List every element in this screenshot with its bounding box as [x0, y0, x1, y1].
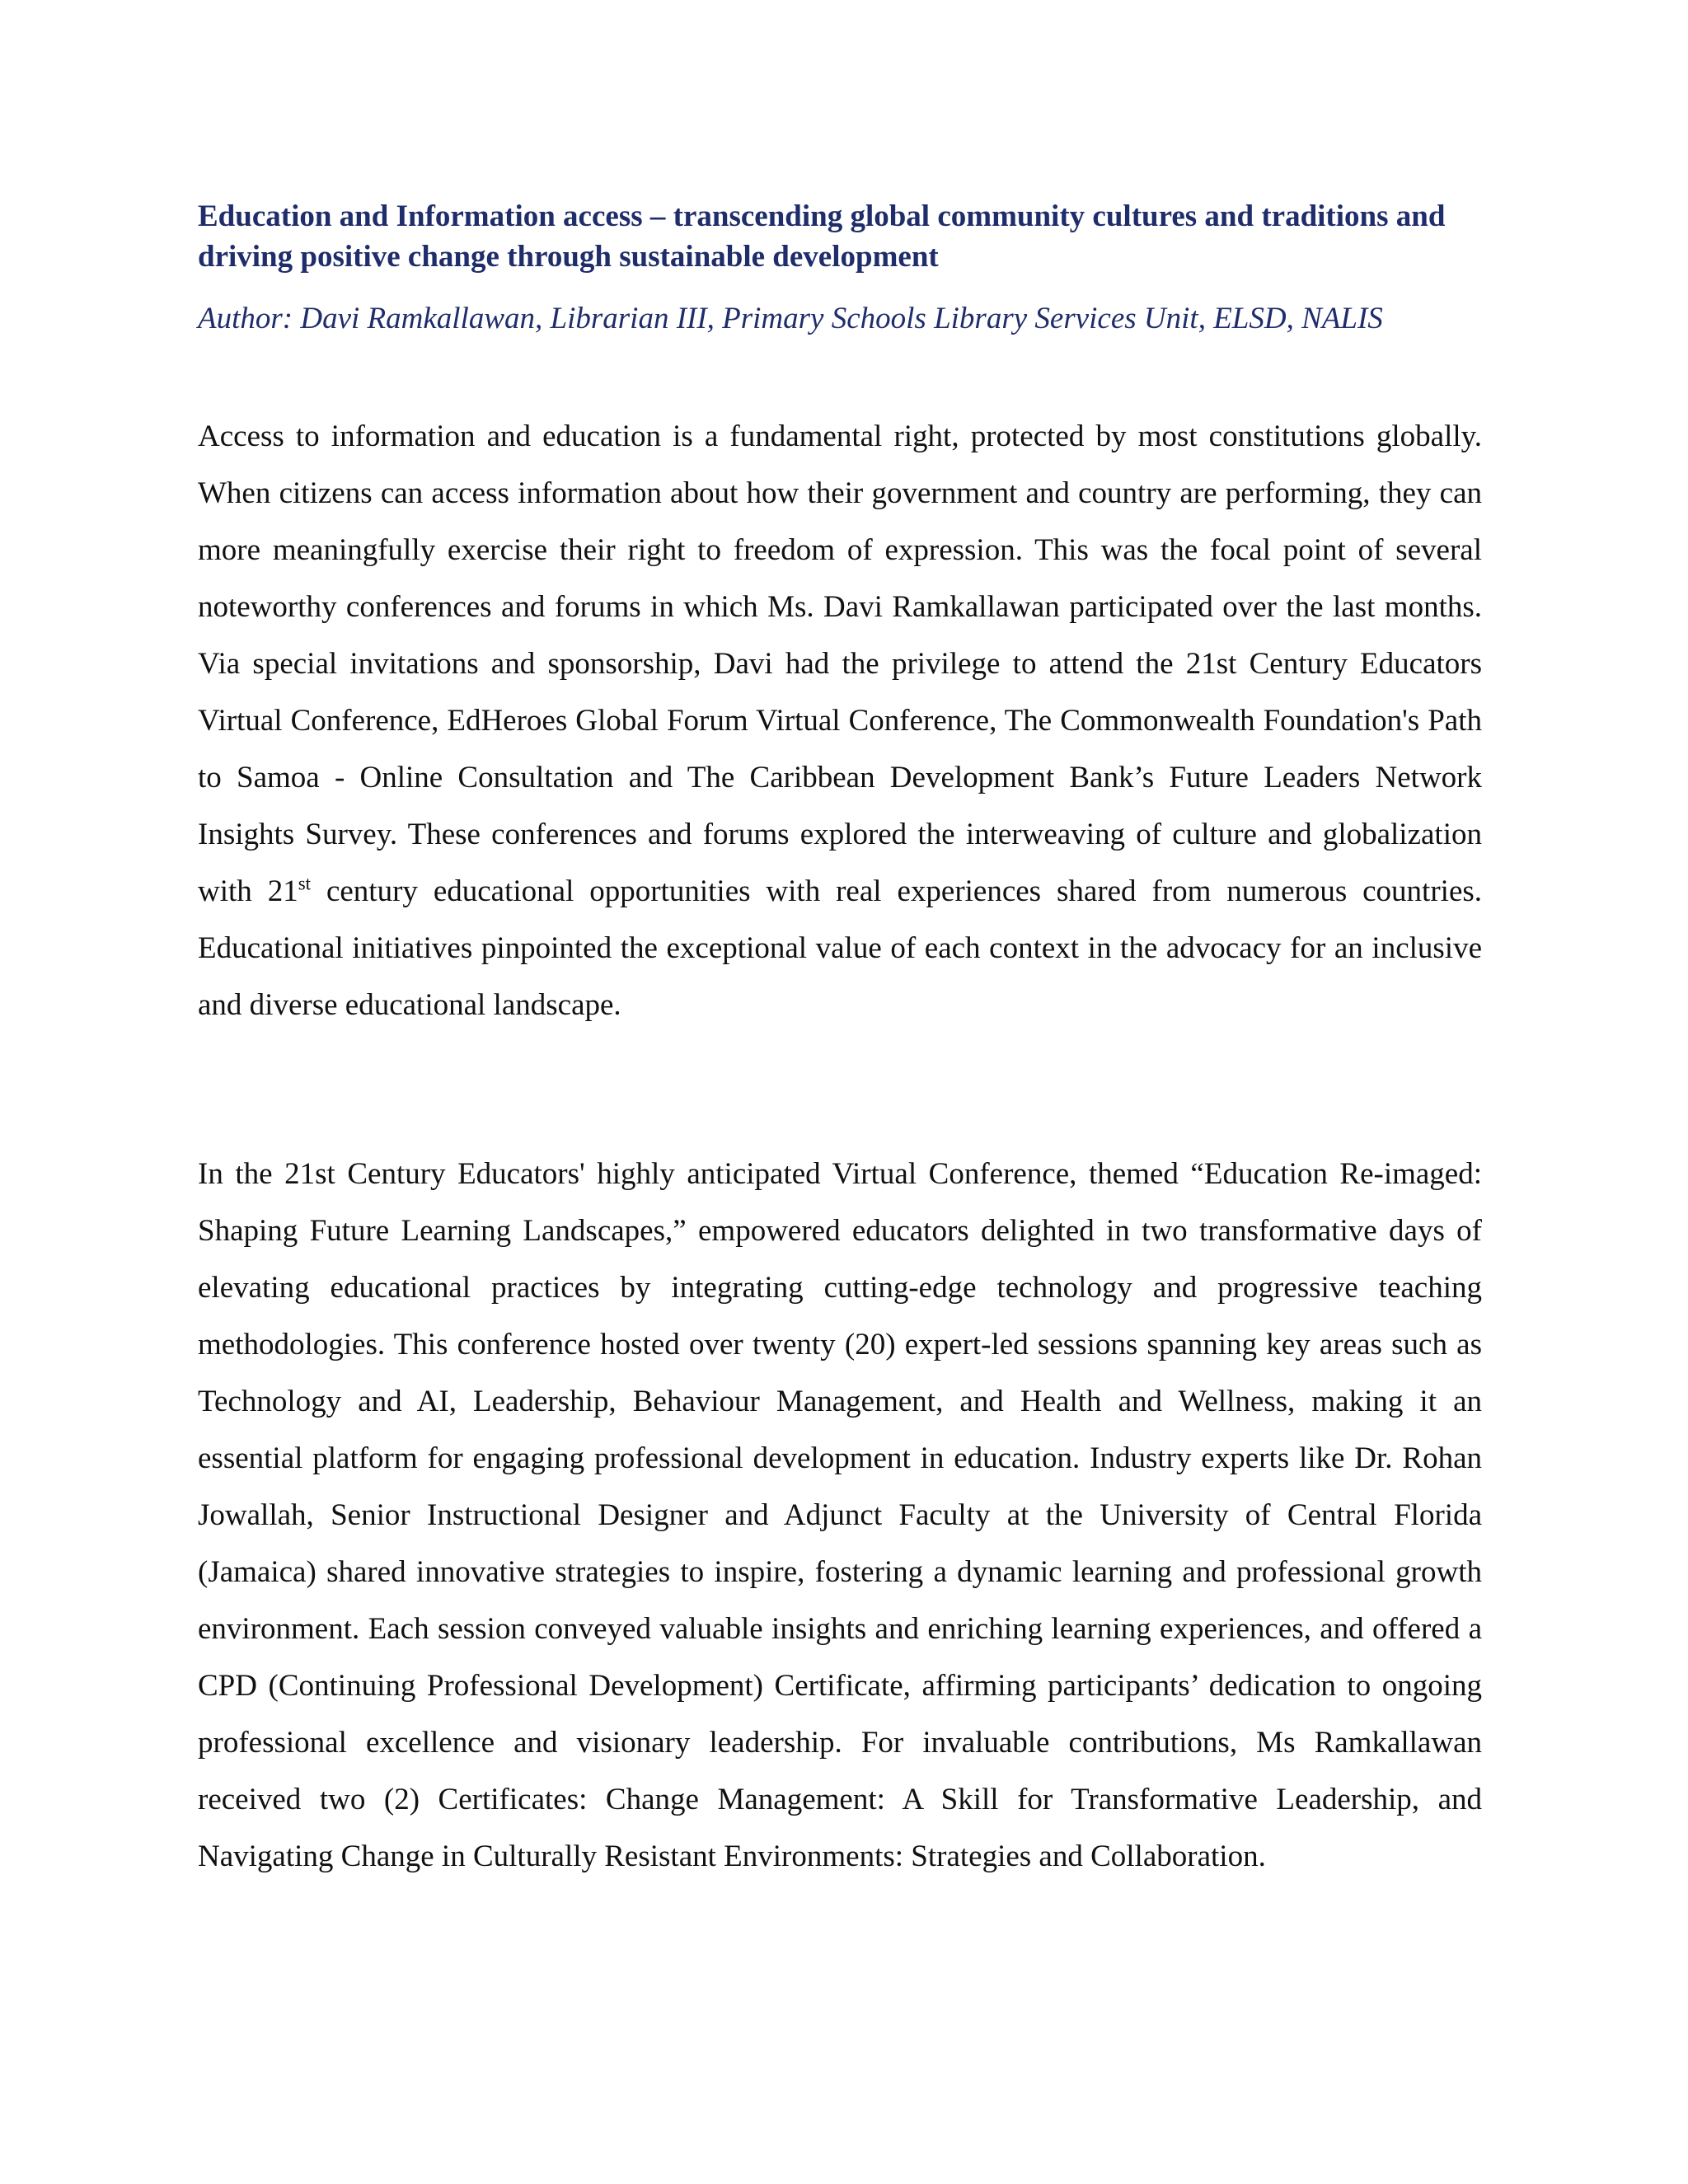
paragraph-1-text-end: century educational opportunities with real experiences shared from numerous countries. Educational initiatives pinpointed the exceptional value of each context in the advocacy for an inclusive and diverse educational landscape.	[198, 874, 1483, 1022]
article-title: Education and Information access – transcending global community cultures and traditions and driving positive change through sustainable development	[198, 199, 1446, 274]
body-paragraph-2: In the 21st Century Educators' highly anticipated Virtual Conference, themed “Education Re-imaged: Shaping Future Learning Landscapes,” empowered educators delighted in two transformative days of elevating educational practices by integrating cutting-edge technology and progressive teaching methodologies. This conference hosted over twenty (20) expert-led sessions spanning key areas such as Technology and AI, Leadership, Behaviour Management, and Health and Wellness, making it an essential platform for engaging professional development in education. Industry experts like Dr. Rohan Jowallah, Senior Instructional Designer and Adjunct Faculty at the University of Central Florida (Jamaica) shared innovative strategies to inspire, fostering a dynamic learning and professional growth environment. Each session conveyed valuable insights and enriching learning experiences, and offered a CPD (Continuing Professional Development) Certificate, affirming participants’ dedication to ongoing professional excellence and visionary leadership. For invaluable contributions, Ms Ramkallawan received two (2) Certificates: Change Management: A Skill for Transformative Leadership, and Navigating Change in Culturally Resistant Environments: Strategies and Collaboration.	[198, 1157, 1482, 1873]
body-paragraph-1	[198, 408, 1482, 1033]
author-line: Author: Davi Ramkallawan, Librarian III, Primary Schools Library Services Unit, ELSD, NALIS	[198, 302, 1383, 335]
paragraph-1-text-start: Access to information and education is a fundamental right, protected by most constitutions globally. When citizens can access information about how their government and country are performing, they can more meaningfully exercise their right to freedom of expression. This was the focal point of several noteworthy conferences and forums in which Ms. Davi Ramkallawan participated over the last months. Via special invitations and sponsorship, Davi had the privilege to attend the 21st Century Educators Virtual Conference, EdHeroes Global Forum Virtual Conference, The Commonwealth Foundation's Path to Samoa - Online Consultation and The Caribbean Development Bank’s Future Leaders Network Insights Survey. These conferences and forums explored the interweaving of culture and globalization with 21	[198, 419, 1482, 908]
ordinal-superscript: st	[298, 873, 312, 894]
